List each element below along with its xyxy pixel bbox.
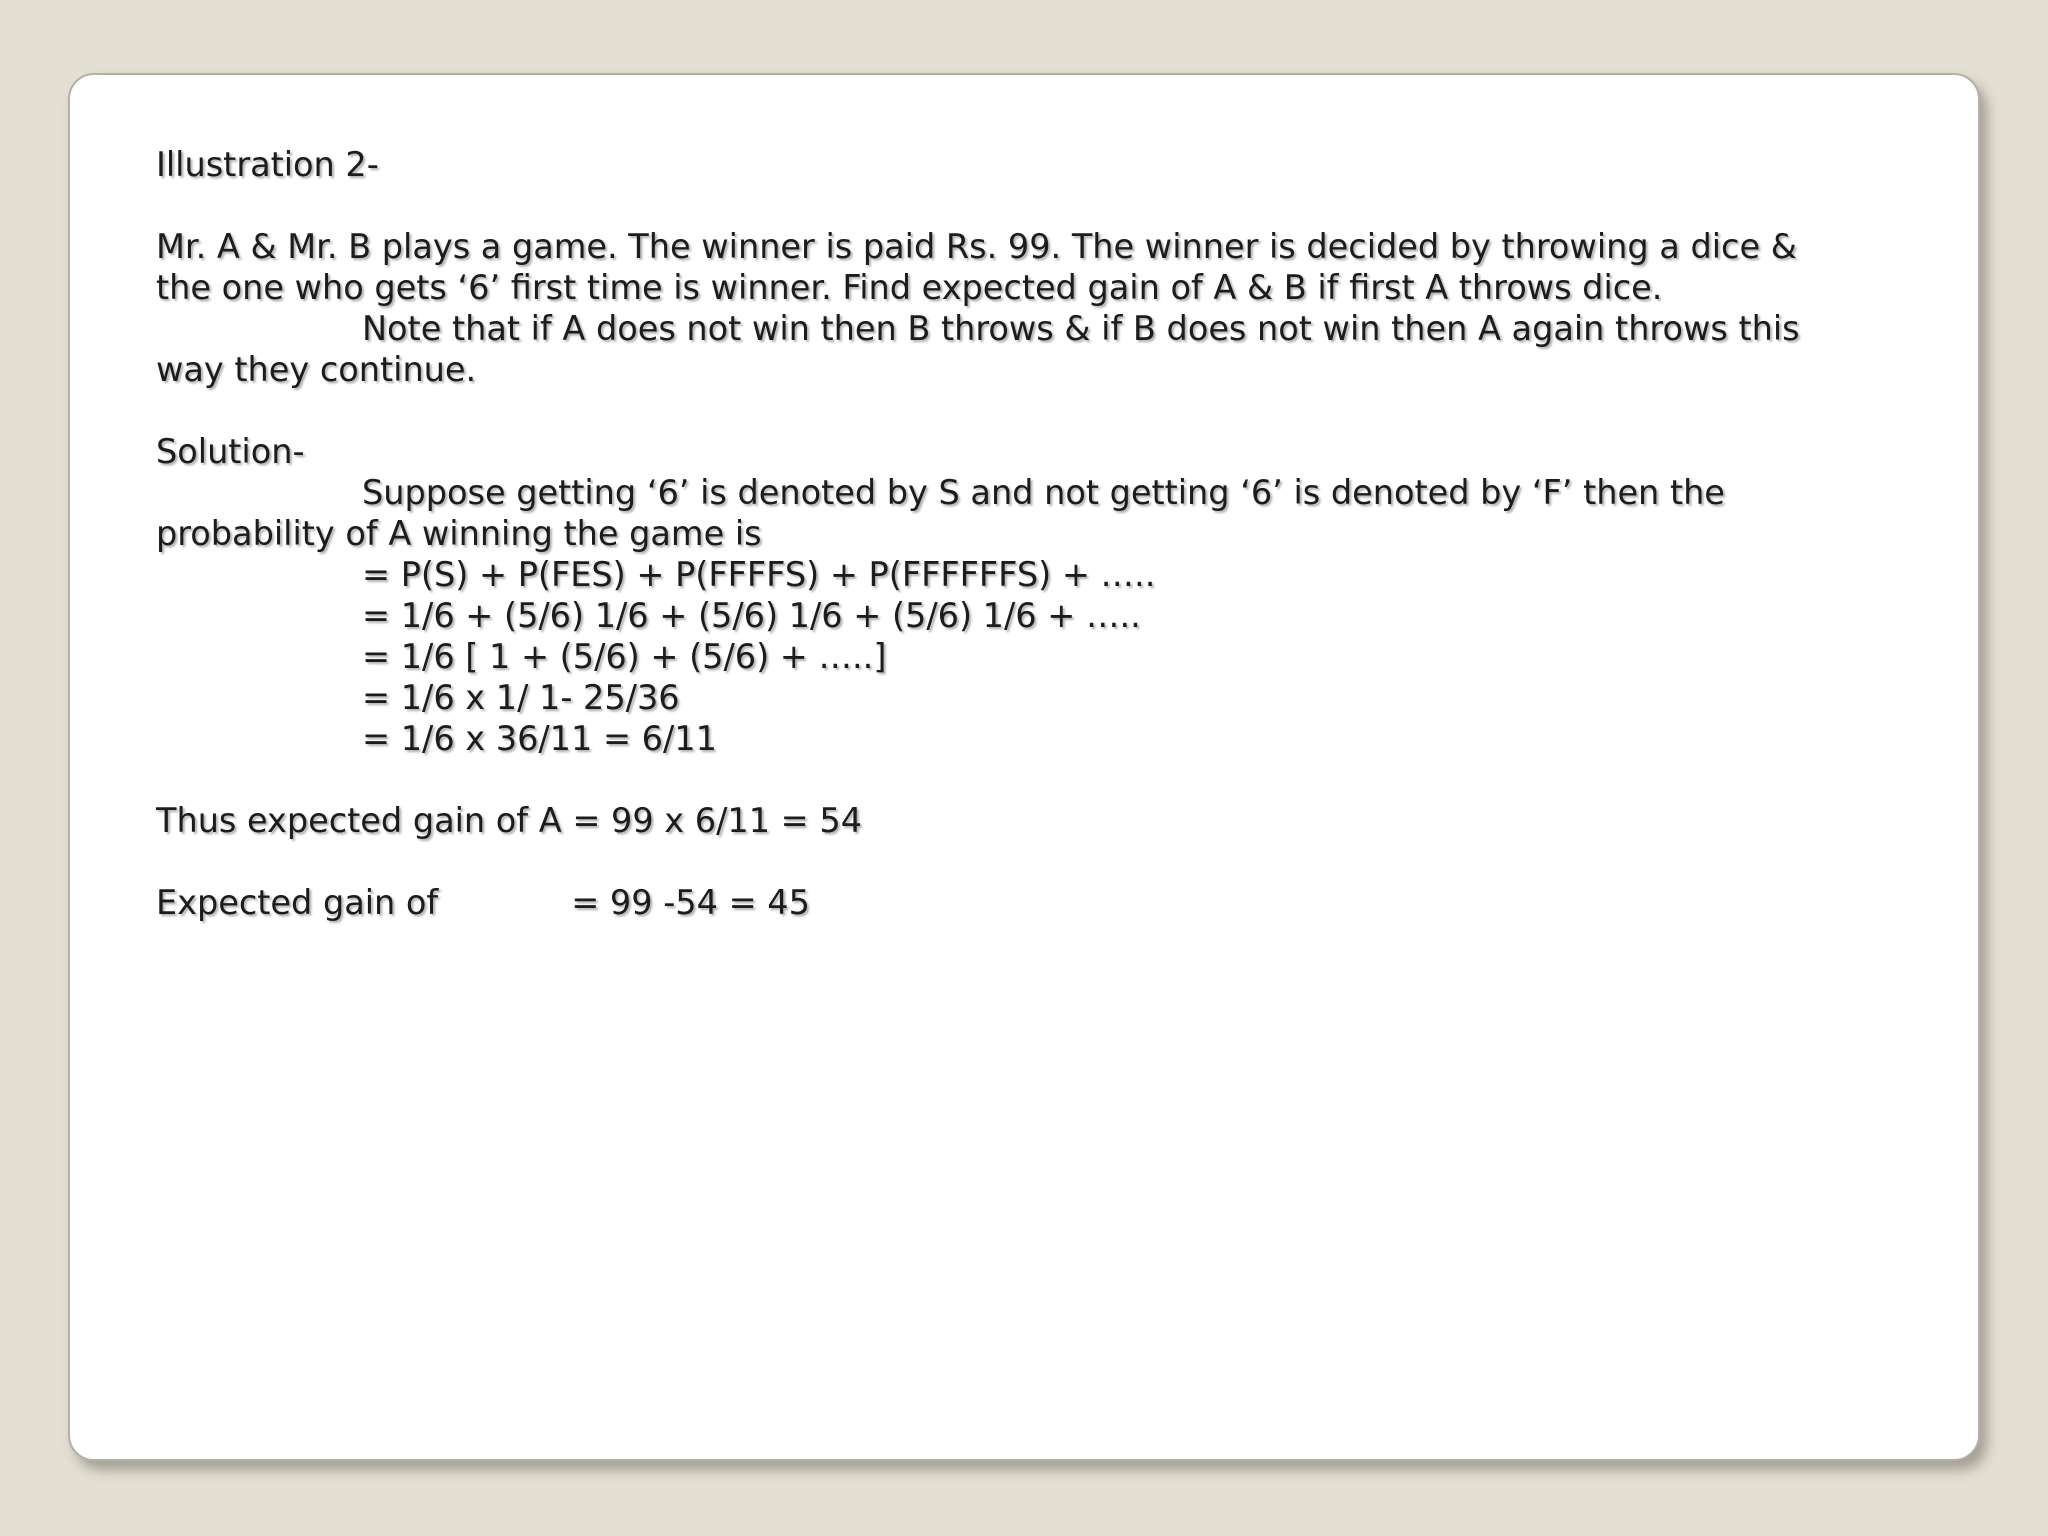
solution-step: = 1/6 x 36/11 = 6/11 <box>362 719 717 758</box>
spacer <box>156 759 1896 800</box>
problem-line-3: Note that if A does not win then B throws & if B does not win then A again throws this <box>362 309 1800 348</box>
spacer <box>156 841 1896 882</box>
result-gain-b-label: Expected gain of <box>156 883 439 922</box>
illustration-heading: Illustration 2- <box>156 145 379 184</box>
problem-line-2: the one who gets ‘6’ first time is winner. Find expected gain of A & B if first A throws dice. <box>156 268 1663 307</box>
result-gain-b-value: = 99 -54 = 45 <box>571 883 810 922</box>
slide-content <box>156 144 1896 923</box>
result-gain-a: Thus expected gain of A = 99 x 6/11 = 54 <box>156 801 863 840</box>
spacer <box>156 185 1896 226</box>
solution-step: = 1/6 [ 1 + (5/6) + (5/6) + …..] <box>362 637 887 676</box>
problem-line-1: Mr. A & Mr. B plays a game. The winner is paid Rs. 99. The winner is decided by throwing a dice & <box>156 227 1797 266</box>
solution-step: = 1/6 x 1/ 1- 25/36 <box>362 678 680 717</box>
solution-heading: Solution- <box>156 432 305 471</box>
result-gain-b <box>156 882 1896 923</box>
solution-step: = P(S) + P(FES) + P(FFFFS) + P(FFFFFFS) + ….. <box>362 555 1156 594</box>
solution-step: = 1/6 + (5/6) 1/6 + (5/6) 1/6 + (5/6) 1/6 + ….. <box>362 596 1141 635</box>
solution-intro-line-1: Suppose getting ‘6’ is denoted by S and not getting ‘6’ is denoted by ‘F’ then the <box>362 473 1725 512</box>
spacer <box>156 390 1896 431</box>
problem-line-4: way they continue. <box>156 350 477 389</box>
solution-intro-line-2: probability of A winning the game is <box>156 514 762 553</box>
